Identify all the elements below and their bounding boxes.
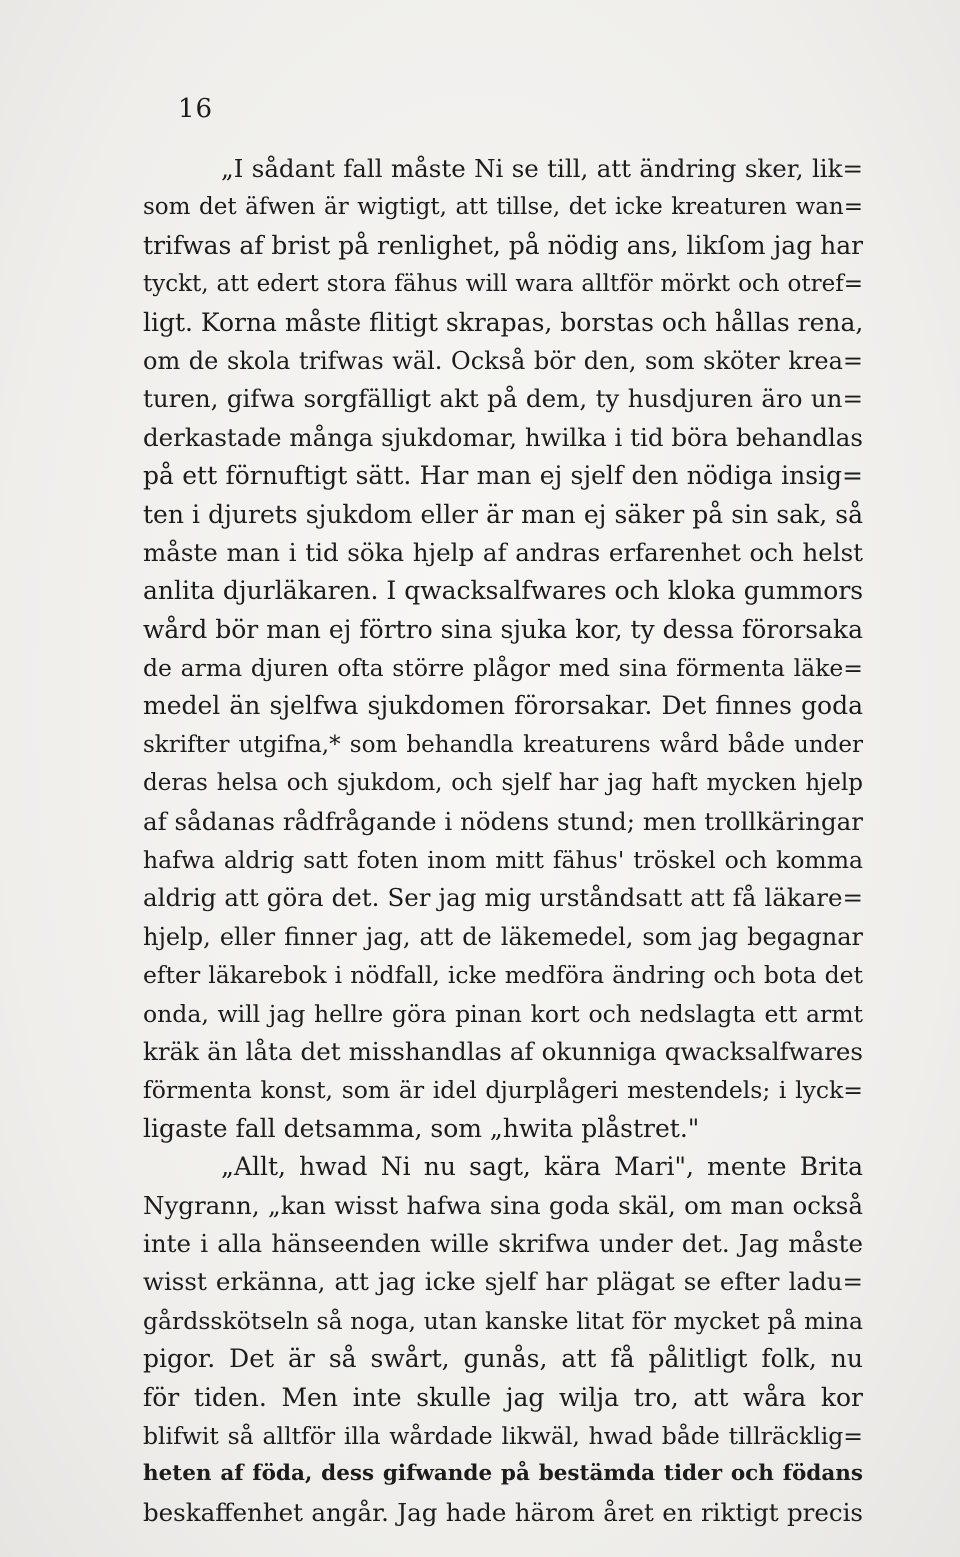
page-number: 16: [178, 94, 214, 124]
text-line: på ett förnuftigt sätt. Har man ej sjelf den nödiga insig=: [143, 461, 863, 491]
text-line: anlita djurläkaren. I qwacksalfwares och kloka gummors: [143, 576, 863, 606]
text-line: ten i djurets sjukdom eller är man ej säker på sin sak, så: [143, 499, 863, 529]
text-line: skrifter utgifna,* som behandla kreaturens wård både under: [143, 731, 863, 758]
text-line: ligt. Korna måste flitigt skrapas, borstas och hållas rena,: [143, 307, 863, 337]
text-line: gårdsskötseln så noga, utan kanske litat för mycket på mina: [143, 1306, 863, 1335]
text-line: pigor. Det är så swårt, gunås, att få pålitligt folk, nu: [143, 1344, 863, 1374]
text-line: af sådanas rådfrågande i nödens stund; men trollkäringar: [143, 806, 863, 836]
text-line: wård bör man ej förtro sina sjuka kor, ty dessa förorsaka: [143, 614, 863, 644]
body-text: [143, 150, 863, 1532]
text-line: trifwas af brist på renlighet, på nödig ans, likſom jag har: [143, 230, 863, 260]
text-line: förmenta konst, som är idel djurplågeri mestendels; i lyck=: [143, 1076, 863, 1105]
text-line: onda, will jag hellre göra pinan kort och nedslagta ett armt: [143, 999, 863, 1028]
text-line: beskaffenhet angår. Jag hade härom året en riktigt precis: [143, 1497, 863, 1527]
text-line: wisst erkänna, att jag icke sjelf har plägat se efter ladu=: [143, 1267, 863, 1297]
text-line: inte i alla hänseenden wille skrifwa under det. Jag måste: [143, 1228, 863, 1258]
text-line: heten af föda, dess gifwande på bestämda tider och födans: [143, 1461, 863, 1487]
text-line: efter läkarebok i nödfall, icke medföra ändring och bota det: [143, 961, 863, 990]
text-line: turen, gifwa sorgfälligt akt på dem, ty husdjuren äro un=: [143, 384, 863, 414]
text-line: måste man i tid söka hjelp af andras erfarenhet och helst: [143, 537, 863, 567]
text-line: aldrig att göra det. Ser jag mig urståndsatt att få läkare=: [143, 883, 863, 913]
text-line: hafwa aldrig satt foten inom mitt fähus' tröskel och komma: [143, 846, 863, 875]
text-line: medel än sjelfwa sjukdomen förorsakar. Det finnes goda: [143, 691, 863, 721]
text-line: tyckt, att edert stora fähus will wara alltför mörkt och otref=: [143, 271, 863, 298]
text-line: „I sådant fall måste Ni se till, att ändring sker, lik=: [221, 154, 863, 183]
text-line: Nygrann, „kan wisst hafwa sina goda skäl, om man också: [143, 1190, 863, 1220]
text-line: kräk än låta det misshandlas af okunniga qwacksalfwares: [143, 1036, 863, 1066]
text-line: ligaste fall detsamma, som „hwita plåstret.": [143, 1113, 700, 1143]
text-line: derkastade många sjukdomar, hwilka i tid böra behandlas: [143, 422, 863, 452]
text-line: „Allt, hwad Ni nu sagt, kära Mari", mente Brita: [221, 1152, 863, 1182]
text-line: deras helsa och sjukdom, och sjelf har jag haft mycken hjelp: [143, 770, 863, 797]
text-line: om de skola trifwas wäl. Också bör den, som sköter krea=: [143, 346, 863, 375]
text-line: för tiden. Men inte skulle jag wilja tro, att wåra kor: [143, 1382, 863, 1412]
text-line: som det äfwen är wigtigt, att tillse, det icke kreaturen wan=: [143, 194, 863, 221]
text-line: hjelp, eller finner jag, att de läkemedel, som jag begagnar: [143, 922, 863, 951]
text-line: de arma djuren ofta större plågor med sina förmenta läke=: [143, 654, 863, 683]
text-line: blifwit så alltför illa wårdade likwäl, hwad både tillräcklig=: [143, 1421, 863, 1450]
